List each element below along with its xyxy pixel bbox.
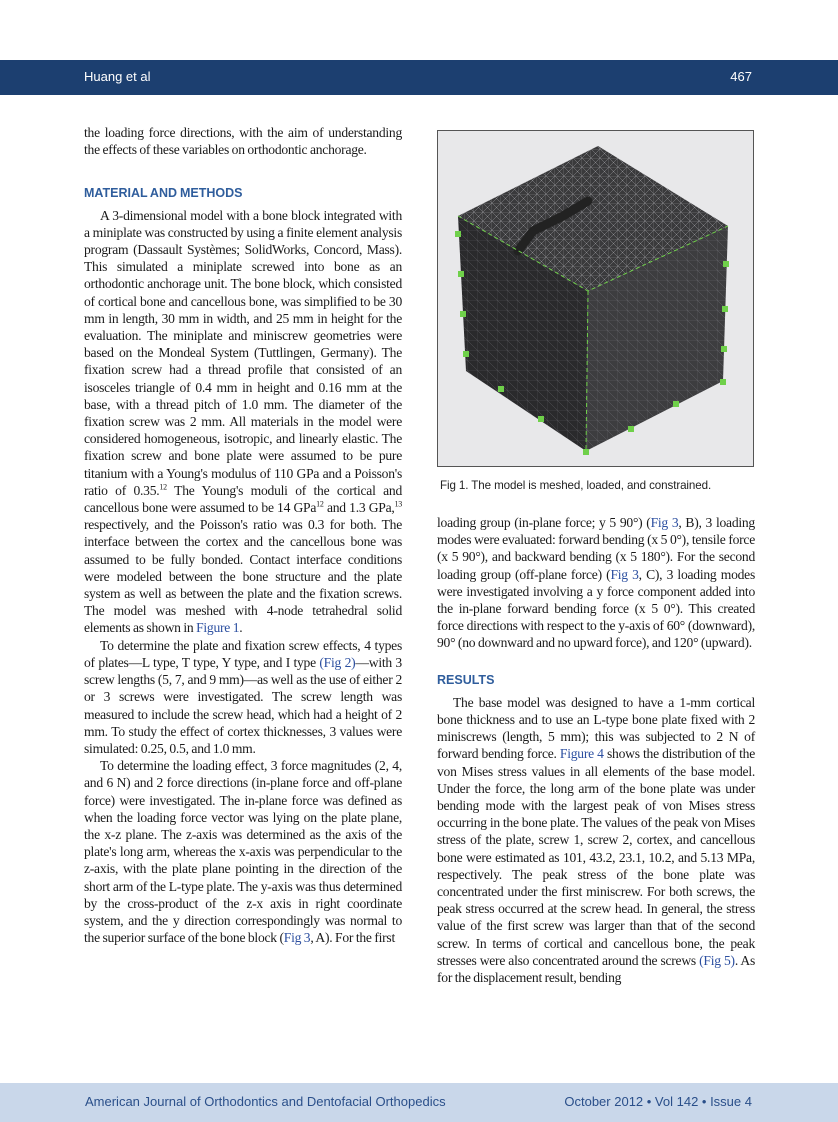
figure-3-link[interactable]: Fig 3 xyxy=(283,930,311,946)
methods-paragraph-1: A 3-dimensional model with a bone block integrated with a miniplate was constructed by using a finite element analysis program (Dassault Systèmes; SolidWorks, Concord, Mass). This simulated a miniplate screwed into bone as an orthodontic anchorage unit. The bone block, which consisted of cortical bone and cancellous bone, was simplified to be 30 mm in length, 30 mm in width, and 25 mm in height for the evaluation. The miniplate and miniscrew geometries were based on the Mondeal System (Tuttlingen, Germany). The fixation screw had a thread profile that consisted of an isosceles triangle of 0.4 mm in height and 0.16 mm at the base, with a thread pitch of 1.0 mm. The diameter of the fixation screw was 2 mm. All materials in the model were considered homogeneous, isotropic, and linearly elastic. The fixation screw and bone plate were assumed to be pure titanium with a Young's modulus of 110 GPa and a Poisson's ratio of 0.35.12 The Young's moduli of the cortical and cancellous bone were assumed to be 14 GPa$^{12}$ and 1.3 GPa,$^{13}$ respectively, and the Poisson's ratio was 0.3 for both. The interface between the cortex and the cancellous bone was assumed to be fully bonded. Contact interface conditions were modeled between the bone structure and the plate system as well as between the plate and the fixation screws. The model was meshed with 4-node tetrahedral solid elements as shown in Figure 1. xyxy=(84,207,403,636)
running-footer xyxy=(0,1083,838,1122)
figure-3b-link[interactable]: Fig 3 xyxy=(650,515,679,530)
footer-issue: October 2012 • Vol 142 • Issue 4 xyxy=(564,1094,752,1109)
intro-tail: the loading force directions, with the aim of understanding the effects of these variables on orthodontic anchorage. xyxy=(84,125,402,158)
running-header xyxy=(0,60,838,95)
header-author: Huang et al xyxy=(84,69,151,84)
header-page-number: 467 xyxy=(730,69,752,84)
figure-1-link[interactable]: Figure 1 xyxy=(196,620,240,636)
figure-5-link[interactable]: (Fig 5) xyxy=(699,952,735,968)
footer-journal: American Journal of Orthodontics and Dentofacial Orthopedics xyxy=(85,1094,446,1109)
figure-2-link[interactable]: (Fig 2) xyxy=(319,654,356,670)
figure-1-caption: Fig 1. The model is meshed, loaded, and constrained. xyxy=(440,479,712,492)
figure-4-link[interactable]: Figure 4 xyxy=(559,746,604,762)
methods-paragraph-3: To determine the loading effect, 3 force magnitudes (2, 4, and 6 N) and 2 force directions (in-plane force and off-plane force) were investigated. The in-plane force was defined as when the loading force vector was lying on the plate plane, the x-z plane. The z-axis was determined as the axis of the plate's long arm, whereas the x-axis was perpendicular to the z-axis, with the plate plane pointing in the direction of the short arm of the L-type plate. The y-axis was thus determined by the cross-product of the z-x axis in right coordinate system, and the y direction correspondingly was normal to the superior surface of the bone block (Fig 3, A). For the first xyxy=(84,758,402,946)
meshed-cube-illustration xyxy=(438,131,753,466)
figure-1-image xyxy=(437,130,754,467)
right-column xyxy=(437,514,755,986)
section-heading-results: RESULTS xyxy=(437,672,495,687)
methods-paragraph-continued: loading group (in-plane force; y 5 90°) (Fig 3, B), 3 loading modes were evaluated: forward bending (x 5 0°), tensile force (x 5 90°), and backward bending (x 5 180°). For the second loading group (off-plane force) (Fig 3, C), 3 loading modes were investigated involving a y force component added into the in-plane forward bending force (x 5 0°). This created force directions with respect to the y-axis of 60° (downward), 90° (no downward and no upward force), and 120° (upward). xyxy=(437,515,755,651)
methods-paragraph-2: To determine the plate and fixation screw effects, 4 types of plates—L type, T type, Y type, and I type (Fig 2)—with 3 screw lengths (5, 7, and 9 mm)—as well as the use of either 2 or 3 screws were investigated. The screw length was measured to include the screw head, which had a height of 2 mm. To study the effect of cortex thicknesses, 3 values were simulated: 0.25, 0.5, and 1.0 mm. xyxy=(84,637,402,756)
results-paragraph-1: The base model was designed to have a 1-mm cortical bone thickness and to use an L-type bone plate fixed with 2 miniscrews (length, 5 mm); this was subjected to 2 N of forward bending force. Figure 4 shows the distribution of the von Mises stress values in all elements of the base model. Under the force, the long arm of the bone plate was under bending mode with the largest peak of von Mises stress occurring in the bone plate. The values of the peak von Mises stress of the plate, screw 1, screw 2, cortex, and cancellous bone were estimated as 101, 43.2, 23.1, 10.2, and 5.13 MPa, respectively. The peak stress of the bone plate was concentrated under the first miniscrew. For both screws, the peak stress occurred at the screw head. In general, the stress value of the first screw was larger than that of the second screw. In terms of cortical and cancellous bone, the peak stresses were also concentrated around the screws (Fig 5). As for the displacement result, bending xyxy=(437,694,755,986)
left-column xyxy=(84,124,402,946)
figure-3c-link[interactable]: Fig 3 xyxy=(610,566,639,582)
section-heading-methods: MATERIAL AND METHODS xyxy=(84,186,243,201)
